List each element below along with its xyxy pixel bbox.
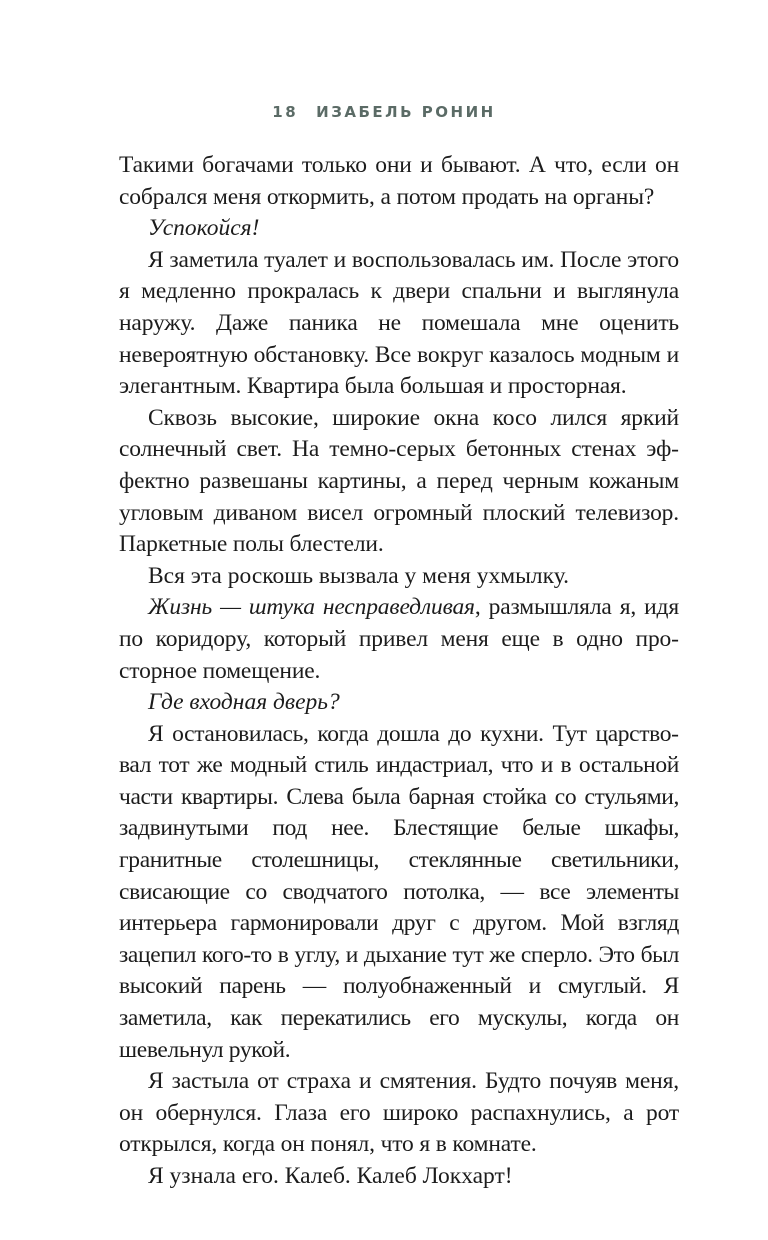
paragraph-1: Такими богачами только они и бывают. А что, если он собрался меня откормить, а потом продать на органы? (119, 152, 679, 210)
running-head-author: ИЗАБЕЛЬ РОНИН (316, 103, 496, 121)
paragraph-3: Я заметила туалет и воспользовалась им. После этого я медленно прокралась к двери спальни и выглянула наружу. Даже паника не помешала мне оценить невероятную обстановку. Все вокруг казалось модным и элегантным. Квартира была большая и просторная. (119, 246, 679, 400)
thought-italic: Где входная дверь? (148, 689, 340, 716)
running-head (0, 103, 768, 121)
paragraph-7 (119, 687, 679, 719)
paragraph-9: Я застыла от страха и смятения. Будто почуяв меня, он обернулся. Глаза его широко распахнулись, а рот открылся, когда он понял, что я в комнате. (119, 1068, 679, 1158)
paragraph-8: Я остановилась, когда дошла до кухни. Тут царствовал тот же модный стиль индастриал, что и в остальной части квартиры. Слева была барная стойка со стульями, задвинутыми под нее. Блестящие белые шкафы, гранитные столешницы, стеклянные светильники, свисающие со сводчатого потолка, — все элементы интерьера гармонировали друг с другом. Мой взгляд зацепил кого-то в углу, и дыхание тут же сперло. Это был высокий парень — полуобнаженный и смуглый. Я заметила, как перекатились его мускулы, когда он шевельнул рукой. (119, 720, 679, 1063)
paragraph-2 (119, 213, 679, 245)
paragraph-10: Я узнала его. Калеб. Калеб Локхарт! (148, 1163, 513, 1189)
thought-italic: Жизнь — штука несправедливая (148, 594, 475, 621)
body-text (119, 150, 679, 1193)
paragraph-6-text: , размышляла я, идя по коридору, который привел меня еще в одно просторное помещение. (119, 594, 679, 684)
page-number: 18 (272, 103, 299, 121)
paragraph-5: Вся эта роскошь вызвала у меня ухмылку. (148, 562, 569, 589)
thought-italic: Успокойся! (148, 215, 260, 242)
paragraph-6 (119, 592, 679, 687)
paragraph-4: Сквозь высокие, широкие окна косо лился яркий солнечный свет. На темно-серых бетонных стенах эффектно развешаны картины, а перед черным кожаным угловым диваном висел огромный плоский телевизор. Паркетные полы блестели. (119, 404, 679, 558)
